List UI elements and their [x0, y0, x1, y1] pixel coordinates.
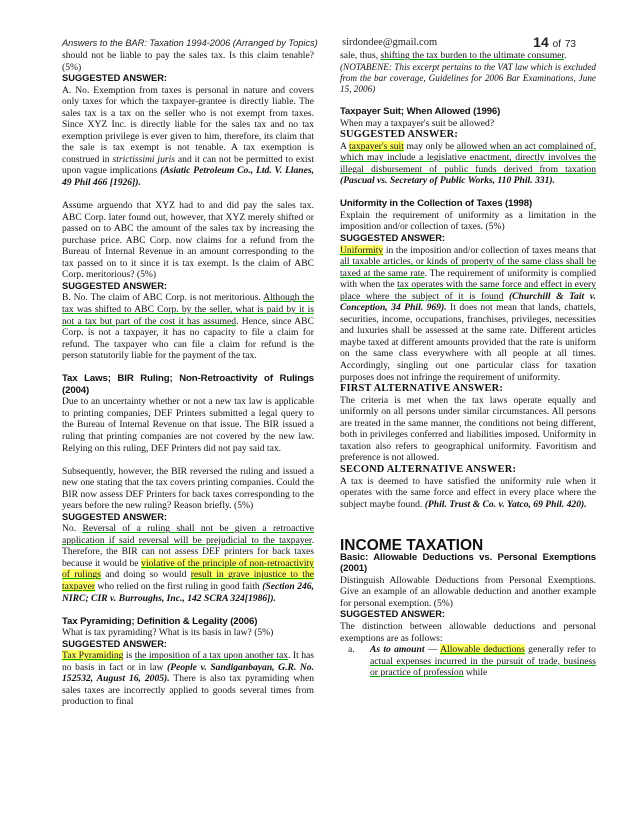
topic-heading: Taxpayer Suit; When Allowed (1996) — [340, 106, 501, 118]
suggested-answer-label: SUGGESTED ANSWER: — [340, 609, 446, 620]
question-text: should not be liable to pay the sales tax. Is this claim tenable? (5%) — [62, 50, 314, 73]
suggested-answer-label: SUGGESTED ANSWER: — [340, 233, 446, 244]
nota-bene: (NOTABENE: This excerpt pertains to the VAT law which is excluded from the bar coverage, Guidelines for 2006 Bar Examinations, June 15, 2006) — [340, 61, 596, 94]
section-heading: INCOME TAXATION — [340, 537, 484, 555]
question-text: Explain the requirement of uniformity as a limitation in the imposition and/or collection of taxes. (5%) — [340, 209, 596, 233]
second-alternative-label: SECOND ALTERNATIVE ANSWER: — [340, 463, 517, 475]
list-marker: a. — [348, 644, 355, 656]
list-item — [340, 644, 596, 679]
right-column — [340, 50, 596, 679]
continuation-text: sale, thus, shifting the tax burden to the ultimate consumer. — [340, 50, 567, 61]
question-text: Distinguish Allowable Deductions from Personal Exemptions. Give an example of an allowable deduction and another example for personal exemption. (5%) — [340, 574, 596, 609]
author-email: sirdondee@gmail.com — [342, 37, 438, 48]
suggested-answer-label: SUGGESTED ANSWER: — [62, 638, 168, 649]
topic-heading: Basic: Allowable Deductions vs. Personal Exemptions (2001) — [340, 551, 596, 575]
page-number — [533, 34, 576, 50]
topic-heading: Tax Pyramiding; Definition & Legality (2006) — [62, 615, 258, 627]
first-alternative-label: FIRST ALTERNATIVE ANSWER: — [340, 383, 504, 395]
page-current: 14 — [533, 34, 549, 50]
page-total: 73 — [564, 39, 576, 50]
question-text: What is tax pyramiding? What is its basis in law? (5%) — [62, 627, 274, 639]
list-item-text: As to amount — Allowable deductions generally refer to actual expenses incurred in the pursuit of trade, business or practice of profession while — [370, 644, 596, 679]
answer-paragraph: No. Reversal of a ruling shall not be given a retroactive application if said reversal will be prejudicial to the taxpayer. Therefore, the BIR can not assess DEF printers for back taxes because it would be violative of the principle of non-retroactivity of rulings and doing so would result in grave injustice to the taxpayer who relied on the first ruling in good faith (Section 246, NIRC; CIR v. Burroughs, Inc., 142 SCRA 324[1986]). — [62, 523, 315, 604]
answer-paragraph: A. No. Exemption from taxes is personal in nature and covers only taxes for which the taxpayer-grantee is directly liable. The sales tax is a tax on the seller who is not exempt from taxes. Since XYZ Inc. is directly liable for the sales tax and no tax exemption privilege is ever given to him, therefore, its claim that the sale is tax exempt is not tenable. A tax exemption is construed in strictissimi juris and it can not be permitted to exist upon vague implications (Asiatic Petroleum Co., Ltd. V. Llanes, 49 Phil 466 [1926]). — [62, 84, 314, 189]
question-text: Due to an uncertainty whether or not a new tax law is applicable to printing companies, DEF Printers submitted a legal query to the Bureau of Internal Revenue on that issue. The BIR issued a ruling that printing companies are not covered by the new law. Relying on this ruling, DEF Printers did not pay said tax. — [62, 396, 314, 454]
suggested-answer-label: SUGGESTED ANSWER: — [62, 511, 168, 522]
left-column — [62, 50, 314, 708]
question-text: Subsequently, however, the BIR reversed the ruling and issued a new one stating that the tax covers printing companies. Could the BIR now assess DEF Printers for back taxes corresponding to the years before the new ruling? Reason briefly. (5%) — [62, 465, 314, 512]
suggested-answer-label: SUGGESTED ANSWER: — [340, 129, 459, 141]
topic-heading: Uniformity in the Collection of Taxes (1998) — [340, 198, 533, 210]
answer-paragraph: Uniformity in the imposition and/or collection of taxes means that all taxable articles, or kinds of property of the same class shall be taxed at the same rate. The requirement of uniformity is complied with when the tax operates with the same force and effect in every place where the subject of it is found (Churchill & Tait v. Conception, 34 Phil. 969). It does not mean that lands, chattels, securities, income, occupations, franchises, privileges, necessities and luxuries shall be assessed at the same rate. Different articles maybe taxed at different amounts provided that the rate is uniform on the same class everywhere with all people at all times. Accordingly, singling out one particular class for taxation purposes does not infringe the requirement of uniformity. — [340, 244, 597, 383]
topic-heading: Tax Laws; BIR Ruling; Non-Retroactivity of Rulings (2004) — [62, 373, 314, 396]
question-text: Assume arguendo that XYZ had to and did pay the sales tax. ABC Corp. later found out, however, that XYZ merely shifted or passed on to ABC the amount of the sales tax by increasing the purchase price. ABC Corp. now claims for a refund from the Bureau of Internal Revenue in an amount corresponding to the tax passed on to it since it is tax exempt. Is the claim of ABC Corp. meritorious? (5%) — [62, 200, 314, 281]
question-text: When may a taxpayer's suit be allowed? — [340, 117, 495, 129]
answer-paragraph: B. No. The claim of ABC Corp. is not meritorious. Although the tax was shifted to ABC Corp. by the seller, what is paid by it is not a tax but part of the cost it has assumed. Hence, since ABC Corp. is not a taxpayer, it has no capacity to file a claim for refund. The taxpayer who can file a claim for refund is the person statutorily liable for the payment of the tax. — [62, 292, 315, 362]
page-of: of — [552, 39, 561, 50]
suggested-answer-label: SUGGESTED ANSWER: — [62, 280, 168, 291]
answer-paragraph: The distinction between allowable deductions and personal exemptions are as follows: — [340, 620, 596, 644]
answer-paragraph: The criteria is met when the tax laws operate equally and uniformly on all persons under similar circumstances. All persons are treated in the same manner, the conditions not being different, both in privileges conferred and liabilities imposed. Uniformity in taxation also refers to geographical uniformity. Favoritism and preference is not allowed. — [340, 394, 596, 464]
answer-paragraph: A taxpayer's suit may only be allowed when an act complained of, which may include a legislative enactment, directly involves the illegal disbursement of public funds derived from taxation (Pascual vs. Secretary of Public Works, 110 Phil. 331). — [340, 140, 597, 187]
running-title: Answers to the BAR: Taxation 1994-2006 (Arranged by Topics) — [62, 38, 318, 48]
suggested-answer-label: SUGGESTED ANSWER: — [62, 73, 168, 84]
answer-paragraph: Tax Pyramiding is the imposition of a tax upon another tax. It has no basis in fact or in law (People v. Sandiganbayan, G.R. No. 152532, August 16, 2005). There is also tax pyramiding when sales taxes are incorrectly applied to goods several times from production to final — [62, 650, 315, 708]
answer-paragraph: A tax is deemed to have satisfied the uniformity rule when it operates with the same force and effect in every place where the subject maybe found. (Phil. Trust & Co. v. Yatco, 69 Phil. 420). — [340, 475, 596, 510]
